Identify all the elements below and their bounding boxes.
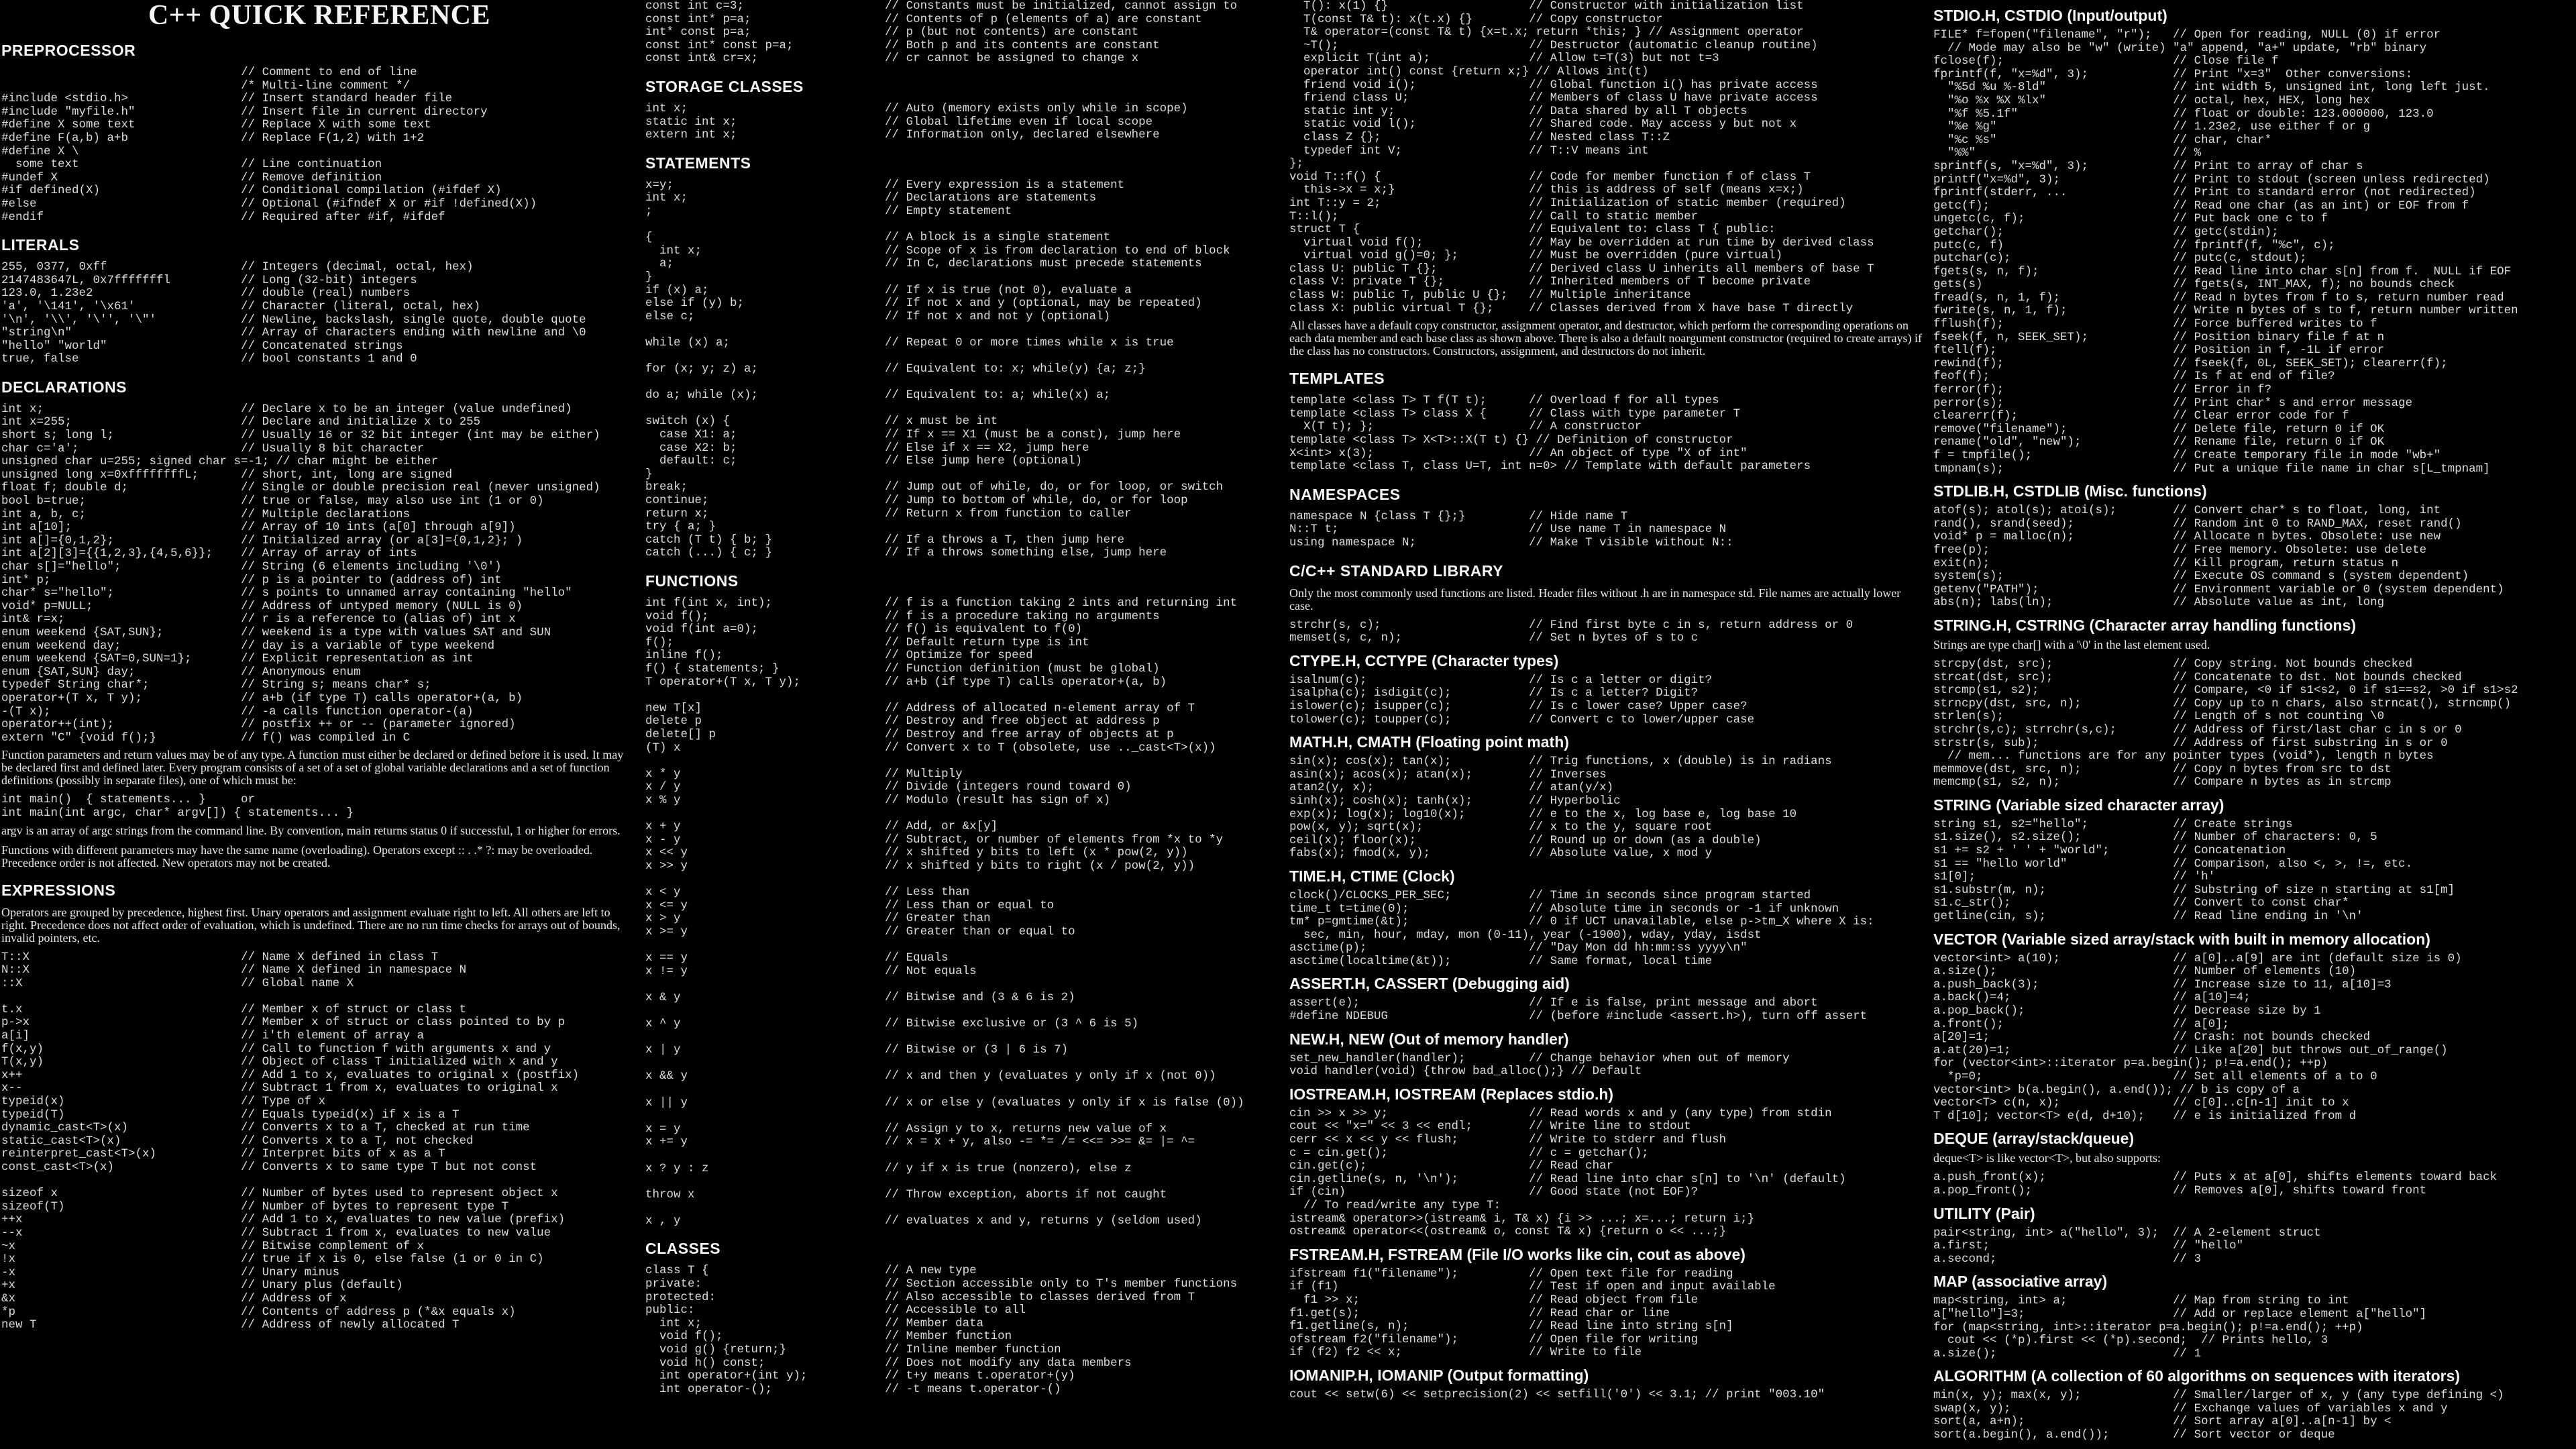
section-heading-ctype: CTYPE.H, CCTYPE (Character types): [1289, 651, 1559, 669]
code-block-stdlib: atof(s); atol(s); atoi(s); // Convert char* s to float, long, int rand(), srand(seed); // Random int 0 to RAND_MAX, reset rand() void* p = malloc(n); // Allocate n bytes. Obsolete: use new free(p); // Free memory. Obsolete: use delete exit(n); // Kill program, return status n system(s); // Execute OS command s (system dependent) getenv("PATH"); // Environment variable or 0 (system dependent) abs(n); labs(ln); // Absolute value as int, long: [1933, 504, 2504, 610]
code-block-new: set_new_handler(handler); // Change behavior when out of memory void handler(void) {throw bad_alloc();} // Default: [1289, 1051, 1790, 1079]
code-block-standard-library: strchr(s, c); // Find first byte c in s, return address or 0 memset(s, c, n); // Set n bytes of s to c: [1289, 618, 1854, 645]
paragraph-standard-library: Only the most commonly used functions are listed. Header files without .h are in namespace std. File names are actually lower case.: [1289, 586, 1901, 612]
column-2: [644, 0, 1288, 1449]
code-block-declarations: int x; // Declare x to be an integer (value undefined) int x=255; // Declare and initialize x to 255 short s; long l; // Usually 16 or 32 bit integer (int may be either) char c='a'; // Usually 8 bit character unsigned char u=255; signed char s=-1; // char might be either unsigned long x=0xffffffffL; // short, int, long are signed float f; double d; // Single or double precision real (never unsigned) bool b=true; // true or false, may also use int (1 or 0) int a, b, c; // Multiple declarations int a[10]; // Array of 10 ints (a[0] through a[9]) int a[]={0,1,2}; // Initialized array (or a[3]={0,1,2}; ) int a[2][3]={{1,2,3},{4,5,6}}; // Array of array of ints char s[]="hello"; // String (6 elements including '\0') int* p; // p is a pointer to (address of) int char* s="hello"; // s points to unnamed array containing "hello" void* p=NULL; // Address of untyped memory (NULL is 0) int& r=x; // r is a reference to (alias of) int x enum weekend {SAT,SUN}; // weekend is a type with values SAT and SUN enum weekend day; // day is a variable of type weekend enum weekend {SAT=0,SUN=1}; // Explicit representation as int enum {SAT,SUN} day; // Anonymous enum typedef String char*; // String s; means char* s; operator+(T x, T y); // a+b (if type T) calls operator+(a, b) -(T x); // -a calls function operator-(a) operator++(int); // postfix ++ or -- (parameter ignored) extern "C" {void f();} // f() was compiled in C: [1, 402, 600, 745]
paragraph-cstring: Strings are type char[] with a '\0' in the last element used.: [1933, 637, 2210, 651]
page-title: C++ QUICK REFERENCE: [148, 0, 491, 31]
paragraph-overloading: Functions with different parameters may have the same name (overloading). Operators except :: . .* ?: may be overloaded. Precedence order is not affected. New operators may not be created.: [1, 843, 593, 869]
code-block-stdio: FILE* f=fopen("filename", "r"); // Open for reading, NULL (0) if error // Mode may also be "w" (write) "a" append, "a+" update, "rb" binary fclose(f); // Close file f fprintf(f, "x=%d", 3); // Print "x=3" Other conversions: "%5d %u %-8ld" // int width 5, unsigned int, long left just. "%o %x %X %lx" // octal, hex, HEX, long hex "%f %5.1f" // float or double: 123.000000, 123.0 "%e %g" // 1.23e2, use either f or g "%c %s" // char, char* "%%" // % sprintf(s, "x=%d", 3); // Print to array of char s printf("x=%d", 3); // Print to stdout (screen unless redirected) fprintf(stderr, ... // Print to standard error (not redirected) getc(f); // Read one char (as an int) or EOF from f ungetc(c, f); // Put back one c to f getchar(); // getc(stdin); putc(c, f) // fprintf(f, "%c", c); putchar(c); // putc(c, stdout); fgets(s, n, f); // Read line into char s[n] from f. NULL if EOF gets(s) // fgets(s, INT_MAX, f); no bounds check fread(s, n, 1, f); // Read n bytes from f to s, return number read fwrite(s, n, 1, f); // Write n bytes of s to f, return number written fflush(f); // Force buffered writes to f fseek(f, n, SEEK_SET); // Position binary file f at n ftell(f); // Position in f, -1L if error rewind(f); // fseek(f, 0L, SEEK_SET); clearerr(f); feof(f); // Is f at end of file? ferror(f); // Error in f? perror(s); // Print char* s and error message clearerr(f); // Clear error code for f remove("filename"); // Delete file, return 0 if OK rename("old", "new"); // Rename file, return 0 if OK f = tmpfile(); // Create temporary file in mode "wb+" tmpnam(s); // Put a unique file name in char s[L_tmpnam]: [1933, 28, 2518, 476]
code-block-algorithm: min(x, y); max(x, y); // Smaller/larger of x, y (any type defining <) swap(x, y); // Exchange values of variables x and y sort(a, a+n); // Sort array a[0]..a[n-1] by < sort(a.begin(), a.end()); // Sort vector or deque: [1933, 1389, 2504, 1442]
code-block-ctype: isalnum(c); // Is c a letter or digit? isalpha(c); isdigit(c); // Is c a letter? Digit? islower(c); isupper(c); // Is c lower case? Upper case? tolower(c); toupper(c); // Convert c to lower/upper case: [1289, 673, 1755, 727]
section-heading-expressions: EXPRESSIONS: [1, 881, 116, 899]
code-block-constants: const int c=3; // Constants must be initialized, cannot assign to const int* p=a; // Contents of p (elements of a) are constant int* const p=a; // p (but not contents) are constant const int* const p=a; // Both p and its contents are constant const int& cr=x; // cr cannot be assigned to change x: [645, 0, 1238, 66]
code-block-class-members: T(): x(1) {} // Constructor with initialization list T(const T& t): x(t.x) {} // Copy constructor T& operator=(const T& t) {x=t.x; return *this; } // Assignment operator ~T(); // Destructor (automatic cleanup routine) explicit T(int a); // Allow t=T(3) but not t=3 operator int() const {return x;} // Allows int(t) friend void i(); // Global function i() has private access friend class U; // Members of class U have private access static int y; // Data shared by all T objects static void l(); // Shared code. May access y but not x class Z {}; // Nested class T::Z typedef int V; // T::V means int }; void T::f() { // Code for member function f of class T this->x = x;} // this is address of self (means x=x;) int T::y = 2; // Initialization of static member (required) T::l(); // Call to static member struct T { // Equivalent to: class T { public: virtual void f(); // May be overridden at run time by derived class virtual void g()=0; }; // Must be overridden (pure virtual) class U: public T {}; // Derived class U inherits all members of base T class V: private T {}; // Inherited members of T become private class W: public T, public U {}; // Multiple inheritance class X: public virtual T {}; // Classes derived from X have base T directly: [1289, 0, 1874, 315]
code-block-deque: a.push_front(x); // Puts x at a[0], shifts elements toward back a.pop_front(); // Removes a[0], shifts toward front: [1933, 1171, 2498, 1197]
section-heading-classes: CLASSES: [645, 1240, 721, 1258]
section-heading-iostream: IOSTREAM.H, IOSTREAM (Replaces stdio.h): [1289, 1085, 1614, 1103]
code-block-utility: pair<string, int> a("hello", 3); // A 2-element struct a.first; // "hello" a.second; // 3: [1933, 1226, 2321, 1266]
code-block-fstream: ifstream f1("filename"); // Open text file for reading if (f1) // Test if open and input available f1 >> x; // Read object from file f1.get(s); // Read char or line f1.getline(s, n); // Read line into string s[n] ofstream f2("filename"); // Open file for writing if (f2) f2 << x; // Write to file: [1289, 1267, 1776, 1360]
paragraph-argv: argv is an array of argc strings from the command line. By convention, main returns status 0 if successful, 1 or higher for errors.: [1, 823, 621, 837]
code-block-literals: 255, 0377, 0xff // Integers (decimal, octal, hex) 2147483647L, 0x7fffffffl // Long (32-bit) integers 123.0, 1.23e2 // double (real) numbers 'a', '\141', '\x61' // Character (literal, octal, hex) '\n', '\\', '\'', '\"' // Newline, backslash, single quote, double quote "string\n" // Array of characters ending with newline and \0 "hello" "world" // Concatenated strings true, false // bool constants 1 and 0: [1, 260, 586, 366]
section-heading-vector: VECTOR (Variable sized array/stack with built in memory allocation): [1933, 930, 2430, 948]
code-block-storage-classes: int x; // Auto (memory exists only while in scope) static int x; // Global lifetime even if local scope extern int x; // Information only, declared elsewhere: [645, 101, 1188, 142]
paragraph-functions-intro: Function parameters and return values may be of any type. A function must either be declared or defined before it is used. It may be declared first and defined later. Every program consists of a set of a set of global variable declarations and a set of function definitions (possibly in separate files), one of which must be:: [1, 748, 624, 788]
code-block-statements: x=y; // Every expression is a statement int x; // Declarations are statements ; // Empty statement { // A block is a single statement int x; // Scope of x is from declaration to end of block a; // In C, declarations must precede statements } if (x) a; // If x is true (not 0), evaluate a else if (y) b; // If not x and y (optional, may be repeated) else c; // If not x and not y (optional) while (x) a; // Repeat 0 or more times while x is true for (x; y; z) a; // Equivalent to: x; while(y) {a; z;} do a; while (x); // Equivalent to: a; while(x) a; switch (x) { // x must be int case X1: a; // If x == X1 (must be a const), jump here case X2: b; // Else if x == X2, jump here default: c; // Else jump here (optional) } break; // Jump out of while, do, or for loop, or switch continue; // Jump to bottom of while, do, or for loop return x; // Return x from function to caller try { a; } catch (T t) { b; } // If a throws a T, then jump here catch (...) { c; } // If a throws something else, jump here: [645, 178, 1230, 560]
paragraph-deque: deque<T> is like vector<T>, but also supports:: [1933, 1151, 2161, 1165]
section-heading-declarations: DECLARATIONS: [1, 378, 127, 396]
section-heading-stdio: STDIO.H, CSTDIO (Input/output): [1933, 7, 2167, 24]
column-1: [0, 0, 644, 1449]
paragraph-expressions: Operators are grouped by precedence, highest first. Unary operators and assignment evaluate right to left. All others are left to right. Precedence does not affect order of evaluation, which is undefined. There are no run time checks for arrays out of bounds, invalid pointers, etc.: [1, 905, 621, 945]
section-heading-namespaces: NAMESPACES: [1289, 485, 1401, 503]
section-heading-iomanip: IOMANIP.H, IOMANIP (Output formatting): [1289, 1366, 1589, 1384]
section-heading-functions: FUNCTIONS: [645, 572, 739, 590]
section-heading-algorithm: ALGORITHM (A collection of 60 algorithms on sequences with iterators): [1933, 1367, 2461, 1385]
section-heading-fstream: FSTREAM.H, FSTREAM (File I/O works like cin, cout as above): [1289, 1245, 1746, 1263]
section-heading-math: MATH.H, CMATH (Floating point math): [1289, 733, 1569, 751]
code-block-map: map<string, int> a; // Map from string to int a["hello"]=3; // Add or replace element a["hello"] for (map<string, int>::iterator p=a.begin(); p!=a.end(); ++p) cout << (*p).first << (*p).second; // Prints hello, 3 a.size(); // 1: [1933, 1294, 2427, 1360]
paragraph-default-members: All classes have a default copy constructor, assignment operator, and destructor, which perform the corresponding operations on each data member and each base class as shown above. There is also a default noargument constructor (required to create arrays) if the class has no constructors. Constructors, assignment, and destructors do not inherit.: [1289, 319, 1922, 358]
section-heading-deque: DEQUE (array/stack/queue): [1933, 1130, 2135, 1148]
code-block-preprocessor: // Comment to end of line /* Multi-line comment */ #include <stdio.h> // Insert standard header file #include "myfile.h" // Insert file in current directory #define X some text // Replace X with some text #define F(a,b) a+b // Replace F(1,2) with 1+2 #define X \ some text // Line continuation #undef X // Remove definition #if defined(X) // Conditional compilation (#ifdef X) #else // Optional (#ifndef X or #if !defined(X)) #endif // Required after #if, #ifdef: [1, 66, 537, 224]
code-block-main: int main() { statements... } or int main(int argc, char* argv[]) { statements... }: [1, 793, 354, 820]
section-heading-templates: TEMPLATES: [1289, 370, 1385, 388]
section-heading-cstring: STRING.H, CSTRING (Character array handling functions): [1933, 616, 2357, 634]
section-heading-time: TIME.H, CTIME (Clock): [1289, 867, 1455, 885]
code-block-assert: assert(e); // If e is false, print message and abort #define NDEBUG // (before #include <assert.h>), turn off assert: [1289, 996, 1868, 1024]
column-4: [1932, 0, 2576, 1449]
section-heading-standard-library: C/C++ STANDARD LIBRARY: [1289, 561, 1503, 580]
section-heading-string: STRING (Variable sized character array): [1933, 796, 2224, 814]
code-block-vector: vector<int> a(10); // a[0]..a[9] are int (default size is 0) a.size(); // Number of elements (10) a.push_back(3); // Increase size to 11, a[10]=3 a.back()=4; // a[10]=4; a.pop_back(); // Decrease size by 1 a.front(); // a[0]; a[20]=1; // Crash: not bounds checked a.at(20)=1; // Like a[20] but throws out_of_range() for (vector<int>::iterator p=a.begin(); p!=a.end(); ++p) *p=0; // Set all elements of a to 0 vector<int> b(a.begin(), a.end()); // b is copy of a vector<T> c(n, x); // c[0]..c[n-1] init to x T d[10]; vector<T> e(d, d+10); // e is initialized from d: [1933, 951, 2462, 1123]
code-block-expressions: T::X // Name X defined in class T N::X // Name X defined in namespace N ::X // Global name X t.x // Member x of struct or class t p->x // Member x of struct or class pointed to by p a[i] // i'th element of array a f(x,y) // Call to function f with arguments x and y T(x,y) // Object of class T initialized with x and y x++ // Add 1 to x, evaluates to original x (postfix) x-- // Subtract 1 from x, evaluates to original x typeid(x) // Type of x typeid(T) // Equals typeid(x) if x is a T dynamic_cast<T>(x) // Converts x to a T, checked at run time static_cast<T>(x) // Converts x to a T, not checked reinterpret_cast<T>(x) // Interpret bits of x as a T const_cast<T>(x) // Converts x to same type T but not const sizeof x // Number of bytes used to represent object x sizeof(T) // Number of bytes to represent type T ++x // Add 1 to x, evaluates to new value (prefix) --x // Subtract 1 from x, evaluates to new value ~x // Bitwise complement of x !x // true if x is 0, else false (1 or 0 in C) -x // Unary minus +x // Unary plus (default) &x // Address of x *p // Contents of address p (*&x equals x) new T // Address of newly allocated T: [1, 950, 580, 1332]
code-block-math: sin(x); cos(x); tan(x); // Trig functions, x (double) is in radians asin(x); acos(x); atan(x); // Inverses atan2(y, x); // atan(y/x) sinh(x); cosh(x); tanh(x); // Hyperbolic exp(x); log(x); log10(x); // e to the x, log base e, log base 10 pow(x, y); sqrt(x); // x to the y, square root ceil(x); floor(x); // Round up or down (as a double) fabs(x); fmod(x, y); // Absolute value, x mod y: [1289, 755, 1832, 861]
code-block-classes: class T { // A new type private: // Section accessible only to T's member functions protected: // Also accessible to classes derived from T public: // Accessible to all int x; // Member data void f(); // Member function void g() {return;} // Inline member function void h() const; // Does not modify any data members int operator+(int y); // t+y means t.operator+(y) int operator-(); // -t means t.operator-(): [645, 1264, 1238, 1396]
section-heading-new: NEW.H, NEW (Out of memory handler): [1289, 1030, 1569, 1048]
code-block-iomanip: cout << setw(6) << setprecision(2) << setfill('0') << 3.1; // print "003.10": [1289, 1387, 1825, 1401]
section-heading-assert: ASSERT.H, CASSERT (Debugging aid): [1289, 975, 1570, 993]
code-block-iostream: cin >> x >> y; // Read words x and y (any type) from stdin cout << "x=" << 3 << endl; // Write line to stdout cerr << x << y << flush; // Write to stderr and flush c = cin.get(); // c = getchar(); cin.get(c); // Read char cin.getline(s, n, '\n'); // Read line into char s[n] to '\n' (default) if (cin) // Good state (not EOF)? // To read/write any type T: istream& operator>>(istream& i, T& x) {i >> ...; x=...; return i;} ostream& operator<<(ostream& o, const T& x) {return o << ...;}: [1289, 1106, 1846, 1239]
section-heading-statements: STATEMENTS: [645, 154, 751, 172]
code-block-string: string s1, s2="hello"; // Create strings s1.size(), s2.size(); // Number of characters: 0, 5 s1 += s2 + ' ' + "world"; // Concatenation s1 == "hello world" // Comparison, also <, >, !=, etc. s1[0]; // 'h' s1.substr(m, n); // Substring of size n starting at s1[m] s1.c_str(); // Convert to const char* getline(cin, s); // Read line ending in '\n': [1933, 817, 2455, 924]
section-heading-utility: UTILITY (Pair): [1933, 1204, 2035, 1222]
section-heading-literals: LITERALS: [1, 236, 80, 254]
code-block-cstring: strcpy(dst, src); // Copy string. Not bounds checked strcat(dst, src); // Concatenate to dst. Not bounds checked strcmp(s1, s2); // Compare, <0 if s1<s2, 0 if s1==s2, >0 if s1>s2 strncpy(dst, src, n); // Copy up to n chars, also strncat(), strncmp() strlen(s); // Length of s not counting \0 strchr(s,c); strrchr(s,c); // Address of first/last char c in s or 0 strstr(s, sub); // Address of first substring in s or 0 // mem... functions are for any pointer types (void*), length n bytes memmove(dst, src, n); // Copy n bytes from src to dst memcmp(s1, s2, n); // Compare n bytes as in strcmp: [1933, 657, 2518, 790]
section-heading-storage-classes: STORAGE CLASSES: [645, 77, 804, 95]
code-block-functions: int f(int x, int); // f is a function taking 2 ints and returning int void f(); // f is a procedure taking no arguments void f(int a=0); // f() is equivalent to f(0) f(); // Default return type is int inline f(); // Optimize for speed f() { statements; } // Function definition (must be global) T operator+(T x, T y); // a+b (if type T) calls operator+(a, b) new T[x] // Address of allocated n-element array of T delete p // Destroy and free object at address p delete[] p // Destroy and free array of objects at p (T) x // Convert x to T (obsolete, use .._cast<T>(x)) x * y // Multiply x / y // Divide (integers round toward 0) x % y // Modulo (result has sign of x) x + y // Add, or &x[y] x - y // Subtract, or number of elements from *x to *y x << y // x shifted y bits to left (x * pow(2, y)) x >> y // x shifted y bits to right (x / pow(2, y)) x < y // Less than x <= y // Less than or equal to x > y // Greater than x >= y // Greater than or equal to x == y // Equals x != y // Not equals x & y // Bitwise and (3 & 6 is 2) x ^ y // Bitwise exclusive or (3 ^ 6 is 5) x | y // Bitwise or (3 | 6 is 7) x && y // x and then y (evaluates y only if x (not 0)) x || y // x or else y (evaluates y only if x is false (0)) x = y // Assign y to x, returns new value of x x += y // x = x + y, also -= *= /= <<= >>= &= |= ^= x ? y : z // y if x is true (nonzero), else z throw x // Throw exception, aborts if not caught x , y // evaluates x and y, returns y (seldom used): [645, 596, 1244, 1228]
code-block-namespaces: namespace N {class T {};} // Hide name T N::T t; // Use name T in namespace N using namespace N; // Make T visible without N::: [1289, 509, 1733, 549]
section-heading-stdlib: STDLIB.H, CSTDLIB (Misc. functions): [1933, 482, 2207, 500]
code-block-templates: template <class T> T f(T t); // Overload f for all types template <class T> class X { // Class with type parameter T X(T t); }; // A constructor template <class T> X<T>::X(T t) {} // Definition of constructor X<int> x(3); // An object of type "X of int" template <class T, class U=T, int n=0> // Template with default parameters: [1289, 394, 1811, 474]
column-3: [1288, 0, 1932, 1449]
section-heading-map: MAP (associative array): [1933, 1273, 2108, 1291]
code-block-time: clock()/CLOCKS_PER_SEC; // Time in seconds since program started time_t t=time(0); // Absolute time in seconds or -1 if unknown tm* p=gmtime(&t); // 0 if UCT unavailable, else p->tm_X where X is: sec, min, hour, mday, mon (0-11), year (-1900), wday, yday, isdst asctime(p); // "Day Mon dd hh:mm:ss yyyy\n" asctime(localtime(&t)); // Same format, local time: [1289, 888, 1874, 968]
section-heading-preprocessor: PREPROCESSOR: [1, 42, 136, 59]
